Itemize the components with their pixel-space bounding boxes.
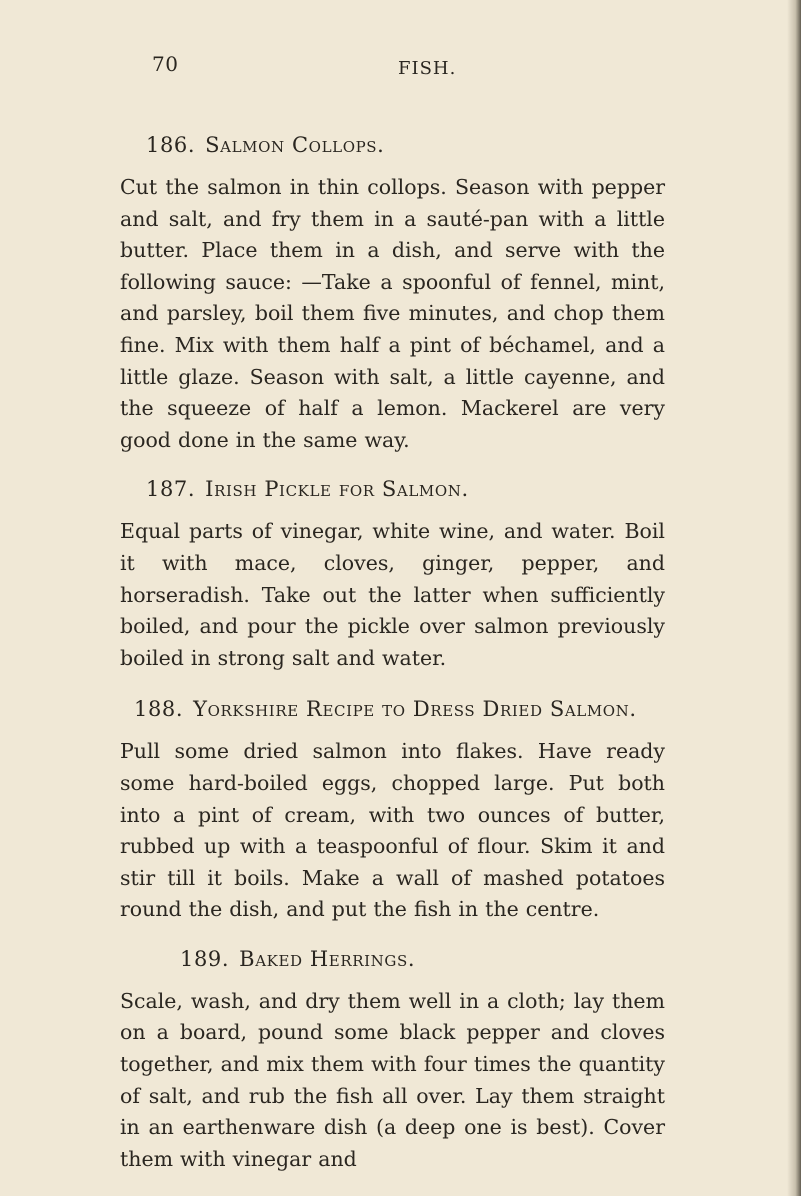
recipe-heading: Irish Pickle for Salmon. bbox=[205, 477, 469, 502]
recipe-number: 188. bbox=[134, 697, 184, 722]
page-content bbox=[120, 130, 665, 1175]
recipe-body-187: Equal parts of vinegar, white wine, and water. Boil it with mace, cloves, ginger, pepper, and horseradish. Take out the latter when sufficiently boiled, and pour the pickle over salmon previously boiled in strong salt and water. bbox=[120, 519, 665, 670]
recipe-heading: Yorkshire Recipe to Dress Dried Salmon. bbox=[193, 697, 637, 722]
recipe-heading: Salmon Collops. bbox=[205, 133, 385, 157]
recipe-title-189 bbox=[120, 944, 665, 974]
page-number: 70 bbox=[152, 52, 179, 76]
page-edge-shadow bbox=[787, 0, 801, 1196]
recipe-number: 187. bbox=[146, 477, 196, 502]
recipe-title-187 bbox=[120, 474, 665, 504]
recipe-body-186: Cut the salmon in thin collops. Season with pepper and salt, and fry them in a sauté-pan with a little butter. Place them in a dish, and serve with the following sauce: —Take a spoonful of fennel, mint, and parsley, boil them five minutes, and chop them fine. Mix with them half a pint of béchamel, and a little glaze. Season with salt, a little cayenne, and the squeeze of half a lemon. Mackerel are very good done in the same way. bbox=[120, 175, 665, 452]
recipe-body-189: Scale, wash, and dry them well in a cloth; lay them on a board, pound some black pepper and cloves together, and mix them with four times the quantity of salt, and rub the fish all over. Lay them straight in an earthenware dish (a deep one is best). Cover them with vinegar and bbox=[120, 988, 665, 1171]
recipe-number: 186. bbox=[146, 133, 196, 157]
running-head bbox=[0, 48, 801, 88]
recipe-heading: Baked Herrings. bbox=[239, 946, 416, 971]
recipe-title-186 bbox=[120, 130, 665, 160]
recipe-title-188 bbox=[120, 694, 665, 724]
running-title: FISH. bbox=[398, 58, 457, 79]
recipe-body-188: Pull some dried salmon into flakes. Have ready some hard-boiled eggs, chopped large. Put both into a pint of cream, with two ounces of butter, rubbed up with a teaspoonful of flour. Skim it and stir till it boils. Make a wall of mashed potatoes round the dish, and put the fish in the centre. bbox=[120, 739, 665, 922]
recipe-number: 189. bbox=[180, 946, 230, 971]
